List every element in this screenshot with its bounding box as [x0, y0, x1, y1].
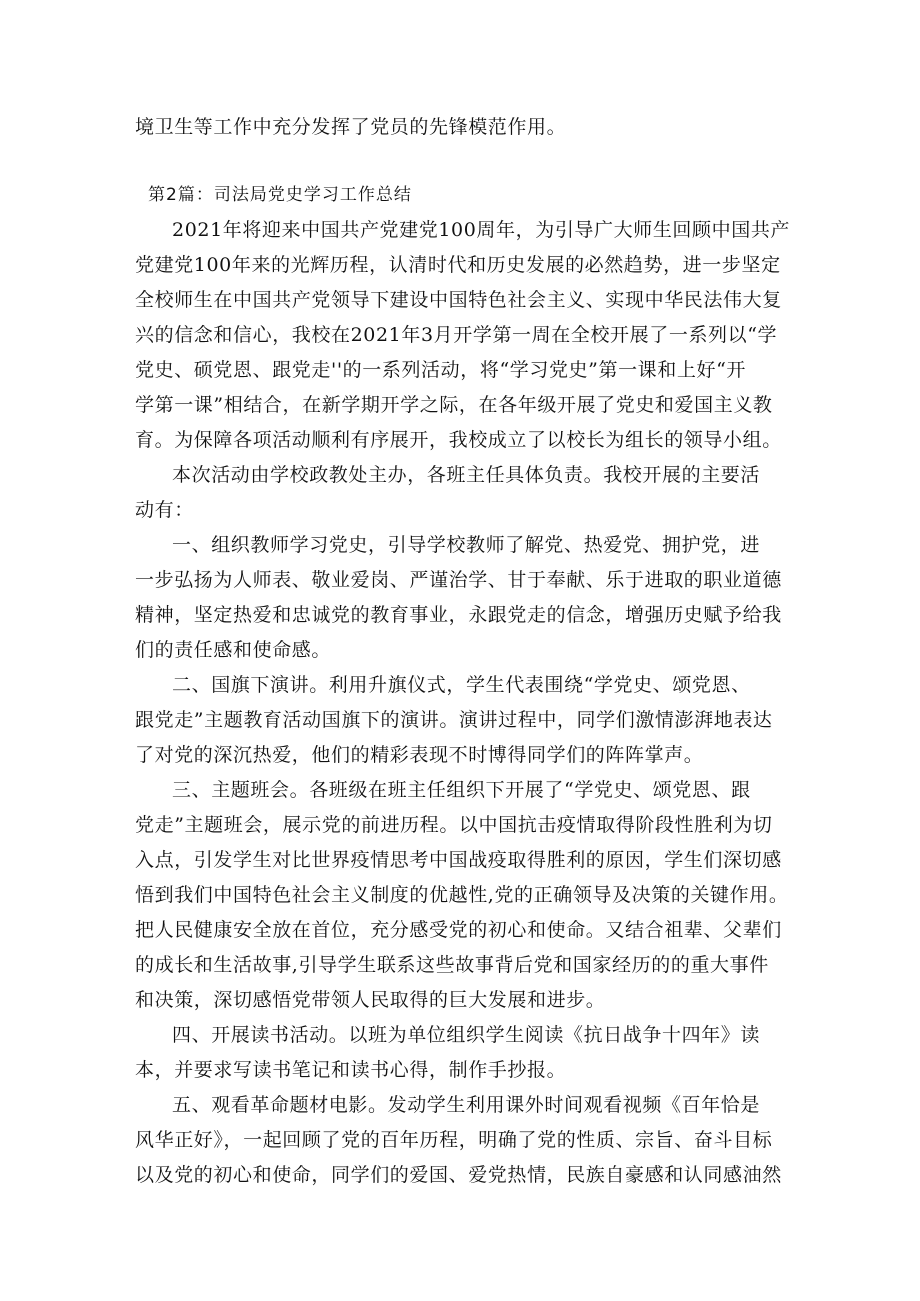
text-line: 境卫生等工作中充分发挥了党员的先锋模范作用。 [135, 116, 567, 138]
text-line: 兴的信念和信心，我校在2021年3月开学第一周在全校开展了一系列以“学 [135, 324, 778, 346]
text-line: 一步弘扬为人师表、敬业爱岗、严谨治学、甘于奉献、乐于进取的职业道德 [135, 569, 782, 591]
text-line: 全校师生在中国共产党领导下建设中国特色社会主义、实现中华民法伟大复 [135, 289, 782, 311]
text-line: 育。为保障各项活动顺利有序展开，我校成立了以校长为组长的领导小组。 [135, 429, 782, 451]
paragraph-first-line: 四、开展读书活动。以班为单位组织学生阅读《抗日战争十四年》读 [172, 1024, 761, 1046]
section-heading: 第2篇：司法局党史学习工作总结 [148, 185, 412, 205]
text-line: 学第一课”相结合，在新学期开学之际，在各年级开展了党史和爱国主义教 [135, 394, 773, 416]
paragraph-first-line: 2021年将迎来中国共产党建党100周年，为引导广大师生回顾中国共产 [172, 219, 791, 241]
text-line: 了对党的深沉热爱，他们的精彩表现不时博得同学们的阵阵掌声。 [135, 744, 704, 766]
text-line: 跟党走”主题教育活动国旗下的演讲。演讲过程中，同学们激情澎湃地表达 [135, 709, 773, 731]
text-line: 们的责任感和使命感。 [135, 639, 332, 661]
text-line: 的成长和生活故事,引导学生联系这些故事背后党和国家经历的的重大事件 [135, 954, 769, 976]
text-line: 党建党100年来的光辉历程，认清时代和历史发展的必然趋势，进一步坚定 [135, 254, 781, 276]
text-line: 党史、硕党恩、跟党走''的一系列活动，将“学习党史”第一课和上好“开 [135, 359, 746, 381]
text-line: 悟到我们中国特色社会主义制度的优越性,党的正确领导及决策的关键作用。 [135, 884, 789, 906]
paragraph-first-line: 一、组织教师学习党史，引导学校教师了解党、热爱党、拥护党，进 [172, 534, 761, 556]
text-line: 精神，坚定热爱和忠诚党的教育事业，永跟党走的信念，增强历史赋予给我 [135, 604, 782, 626]
text-line: 本，并要求写读书笔记和读书心得，制作手抄报。 [135, 1059, 567, 1081]
paragraph-first-line: 三、主题班会。各班级在班主任组织下开展了“学党史、颂党恩、跟 [172, 779, 751, 801]
text-line: 和决策，深切感悟党带领人民取得的巨大发展和进步。 [135, 989, 606, 1011]
paragraph-first-line: 二、国旗下演讲。利用升旗仪式，学生代表围绕“学党史、颂党恩、 [172, 674, 751, 696]
text-line: 以及党的初心和使命，同学们的爱国、爱党热情，民族自豪感和认同感油然 [135, 1164, 782, 1186]
text-line: 入点，引发学生对比世界疫情思考中国战疫取得胜利的原因，学生们深切感 [135, 849, 782, 871]
text-line: 动有： [135, 499, 194, 521]
paragraph-first-line: 五、观看革命题材电影。发动学生利用课外时间观看视频《百年恰是 [172, 1094, 761, 1116]
text-line: 把人民健康安全放在首位，充分感受党的初心和使命。又结合祖辈、父辈们 [135, 919, 782, 941]
text-line: 党走”主题班会，展示党的前进历程。以中国抗击疫情取得阶段性胜利为切 [135, 814, 773, 836]
text-line: 风华正好》，一起回顾了党的百年历程，明确了党的性质、宗旨、奋斗目标 [135, 1129, 773, 1151]
paragraph-first-line: 本次活动由学校政教处主办，各班主任具体负责。我校开展的主要活 [172, 464, 761, 486]
